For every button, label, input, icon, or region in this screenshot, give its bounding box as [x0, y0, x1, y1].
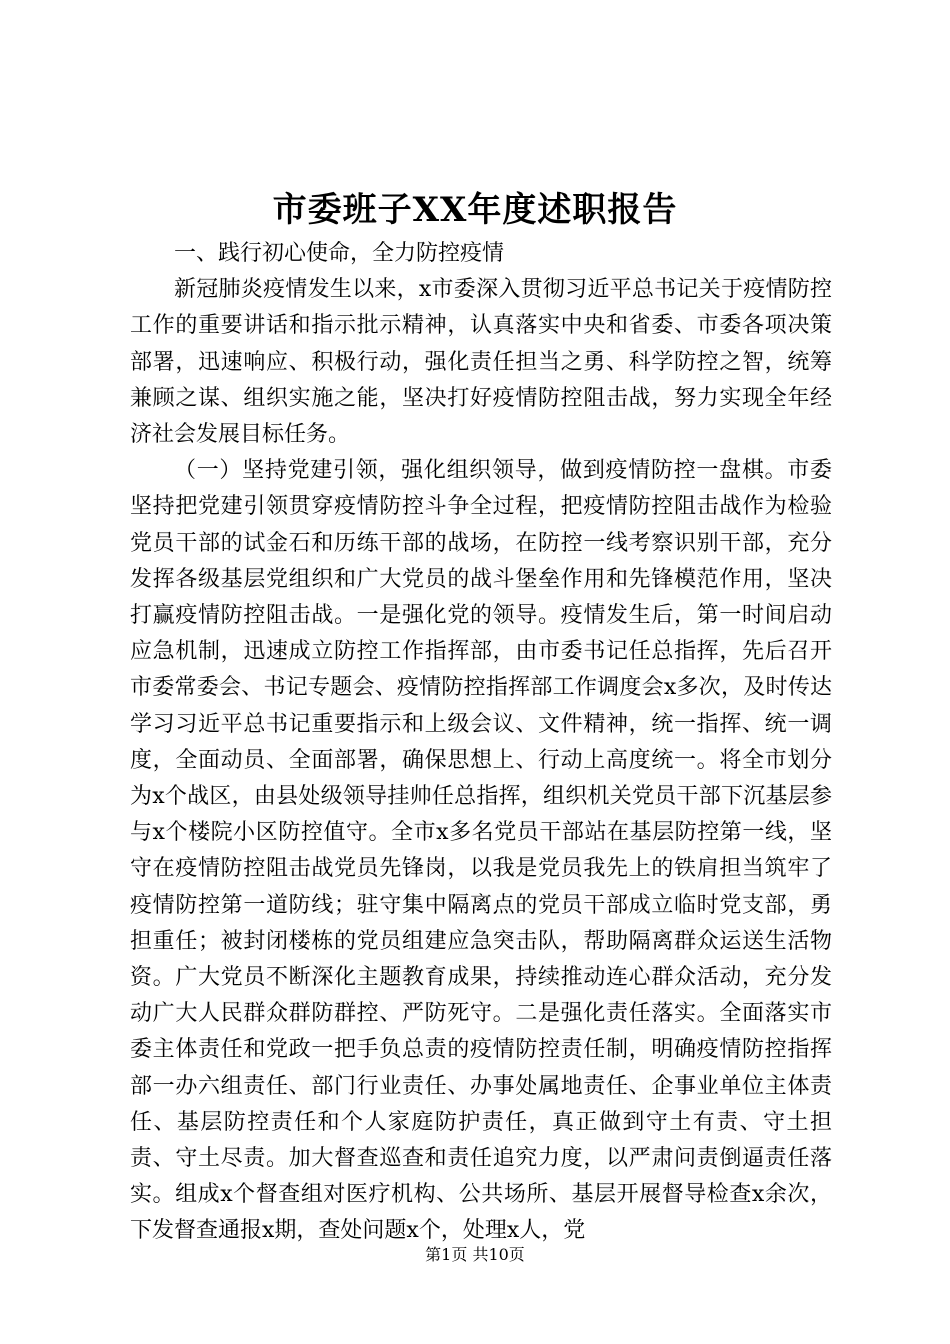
page-footer: 第1页 共10页	[425, 1245, 525, 1264]
paragraph: （一）坚持党建引领，强化组织领导，做到疫情防控一盘棋。市委坚持把党建引领贯穿疫情防控斗争全过程，把疫情防控阻击战作为检验党员干部的试金石和历练干部的战场，在防控一线考察识别干部，充分发挥各级基层党组织和广大党员的战斗堡垒作用和先锋模范作用，坚决打赢疫情防控阻击战。一是强化党的领导。疫情发生后，第一时间启动应急机制，迅速成立防控工作指挥部，由市委书记任总指挥，先后召开市委常委会、书记专题会、疫情防控指挥部工作调度会x多次，及时传达学习习近平总书记重要指示和上级会议、文件精神，统一指挥、统一调度，全面动员、全面部署，确保思想上、行动上高度统一。将全市划分为x个战区，由县处级领导挂帅任总指挥，组织机关党员干部下沉基层参与x个楼院小区防控值守。全市x多名党员干部站在基层防控第一线，坚守在疫情防控阻击战党员先锋岗，以我是党员我先上的铁肩担当筑牢了疫情防控第一道防线；驻守集中隔离点的党员干部成立临时党支部，勇担重任；被封闭楼栋的党员组建应急突击队，帮助隔离群众运送生活物资。广大党员不断深化主题教育成果，持续推动连心群众活动，充分发动广大人民群众群防群控、严防死守。二是强化责任落实。全面落实市委主体责任和党政一把手负总责的疫情防控责任制，明确疫情防控指挥部一办六组责任、部门行业责任、办事处属地责任、企事业单位主体责任、基层防控责任和个人家庭防护责任，真正做到守土有责、守土担责、守土尽责。加大督查巡查和责任追究力度，以严肃问责倒逼责任落实。组成x个督查组对医疗机构、公共场所、基层开展督导检查x余次，下发督查通报x期，查处问题x个，处理x人，党	[130, 458, 832, 1244]
paragraph: 新冠肺炎疫情发生以来，x市委深入贯彻习近平总书记关于疫情防控工作的重要讲话和指示批示精神，认真落实中央和省委、市委各项决策部署，迅速响应、积极行动，强化责任担当之勇、科学防控之智，统筹兼顾之谋、组织实施之能，坚决打好疫情防控阻击战，努力实现全年经济社会发展目标任务。	[130, 277, 832, 448]
document-title: 市委班子XX年度述职报告	[272, 190, 678, 230]
document-body	[130, 236, 832, 1250]
section-heading: 一、践行初心使命，全力防控疫情	[174, 241, 505, 266]
